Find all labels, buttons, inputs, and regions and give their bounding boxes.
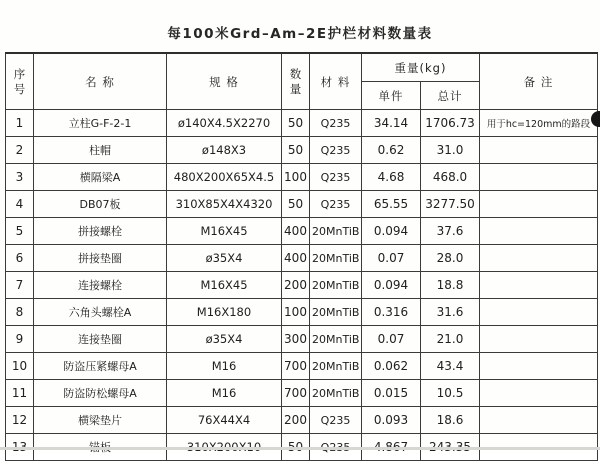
qty-cell: 700 [282,353,310,380]
total-weight-cell: 31.6 [421,299,480,326]
table-row [6,407,598,434]
qty-cell: 50 [282,191,310,218]
header-index: 序号 [6,53,34,110]
spec-cell: 310X85X4X4320 [167,191,282,218]
remark-cell [480,380,598,407]
remark-cell [480,191,598,218]
table-row [6,353,598,380]
spec-cell: 76X44X4 [167,407,282,434]
total-weight-cell: 37.6 [421,218,480,245]
index-cell: 11 [6,380,34,407]
unit-weight-cell: 4.68 [362,164,421,191]
name-cell: DB07板 [34,191,167,218]
remark-cell [480,299,598,326]
qty-cell: 50 [282,110,310,137]
table-row [6,164,598,191]
remark-cell [480,407,598,434]
spec-cell: M16X45 [167,218,282,245]
scan-ink-artifact [591,111,600,127]
remark-cell [480,245,598,272]
material-cell: Q235 [310,110,362,137]
material-cell: 20MnTiB [310,353,362,380]
table-row [6,299,598,326]
qty-cell: 300 [282,326,310,353]
spec-cell: M16X45 [167,272,282,299]
material-cell: Q235 [310,407,362,434]
header-remarks: 备 注 [480,53,598,110]
material-cell: 20MnTiB [310,299,362,326]
header-qty: 数量 [282,53,310,110]
remark-cell [480,164,598,191]
index-cell: 5 [6,218,34,245]
total-weight-cell: 10.5 [421,380,480,407]
spec-cell: M16 [167,380,282,407]
total-weight-cell: 21.0 [421,326,480,353]
table-row [6,137,598,164]
header-row-top [6,53,598,82]
unit-weight-cell: 0.093 [362,407,421,434]
unit-weight-cell: 65.55 [362,191,421,218]
remark-cell [480,272,598,299]
index-cell: 4 [6,191,34,218]
materials-quantity-table [5,52,598,461]
index-cell: 1 [6,110,34,137]
name-cell: 立柱G-F-2-1 [34,110,167,137]
name-cell: 横梁垫片 [34,407,167,434]
material-cell: Q235 [310,164,362,191]
remark-cell [480,218,598,245]
name-cell: 防盗压紧螺母A [34,353,167,380]
unit-weight-cell: 0.316 [362,299,421,326]
spec-cell: ø35X4 [167,326,282,353]
header-unit-weight: 单件 [362,82,421,110]
index-cell: 2 [6,137,34,164]
unit-weight-cell: 0.062 [362,353,421,380]
header-name: 名 称 [34,53,167,110]
qty-cell: 400 [282,245,310,272]
header-total-weight: 总计 [421,82,480,110]
spec-cell: ø35X4 [167,245,282,272]
qty-cell: 200 [282,272,310,299]
unit-weight-cell: 0.015 [362,380,421,407]
total-weight-cell: 1706.73 [421,110,480,137]
table-row [6,218,598,245]
header-weight-group: 重量(kg) [362,53,480,82]
material-cell: 20MnTiB [310,326,362,353]
qty-cell: 100 [282,299,310,326]
header-material: 材 料 [310,53,362,110]
unit-weight-cell: 34.14 [362,110,421,137]
index-cell: 9 [6,326,34,353]
spec-cell: 480X200X65X4.5 [167,164,282,191]
remark-cell [480,326,598,353]
table-row [6,191,598,218]
index-cell: 6 [6,245,34,272]
table-row [6,110,598,137]
index-cell: 3 [6,164,34,191]
name-cell: 六角头螺栓A [34,299,167,326]
unit-weight-cell: 0.094 [362,272,421,299]
qty-cell: 200 [282,407,310,434]
remark-cell: 用于hc=120mm的路段 [480,110,598,137]
material-cell: Q235 [310,191,362,218]
unit-weight-cell: 0.07 [362,245,421,272]
material-cell: 20MnTiB [310,272,362,299]
remark-cell [480,137,598,164]
total-weight-cell: 43.4 [421,353,480,380]
header-spec: 规 格 [167,53,282,110]
material-cell: 20MnTiB [310,218,362,245]
table-row [6,272,598,299]
qty-cell: 700 [282,380,310,407]
material-cell: 20MnTiB [310,380,362,407]
name-cell: 柱帽 [34,137,167,164]
table-header [6,53,598,110]
total-weight-cell: 18.8 [421,272,480,299]
name-cell: 横隔梁A [34,164,167,191]
unit-weight-cell: 0.62 [362,137,421,164]
spec-cell: ø148X3 [167,137,282,164]
table-row [6,245,598,272]
table-row [6,380,598,407]
name-cell: 拼接螺栓 [34,218,167,245]
remark-cell [480,353,598,380]
qty-cell: 100 [282,164,310,191]
qty-cell: 50 [282,137,310,164]
total-weight-cell: 468.0 [421,164,480,191]
name-cell: 防盗防松螺母A [34,380,167,407]
unit-weight-cell: 0.094 [362,218,421,245]
total-weight-cell: 3277.50 [421,191,480,218]
unit-weight-cell: 0.07 [362,326,421,353]
name-cell: 拼接垫圈 [34,245,167,272]
total-weight-cell: 31.0 [421,137,480,164]
table-row [6,326,598,353]
index-cell: 8 [6,299,34,326]
material-cell: Q235 [310,137,362,164]
total-weight-cell: 18.6 [421,407,480,434]
spec-cell: M16 [167,353,282,380]
spec-cell: ø140X4.5X2270 [167,110,282,137]
table-body [6,110,598,461]
index-cell: 7 [6,272,34,299]
index-cell: 12 [6,407,34,434]
total-weight-cell: 28.0 [421,245,480,272]
table-title: 每100米Grd–Am–2E护栏材料数量表 [167,26,433,42]
spec-cell: M16X180 [167,299,282,326]
index-cell: 10 [6,353,34,380]
qty-cell: 400 [282,218,310,245]
material-cell: 20MnTiB [310,245,362,272]
name-cell: 连接垫圈 [34,326,167,353]
name-cell: 连接螺栓 [34,272,167,299]
